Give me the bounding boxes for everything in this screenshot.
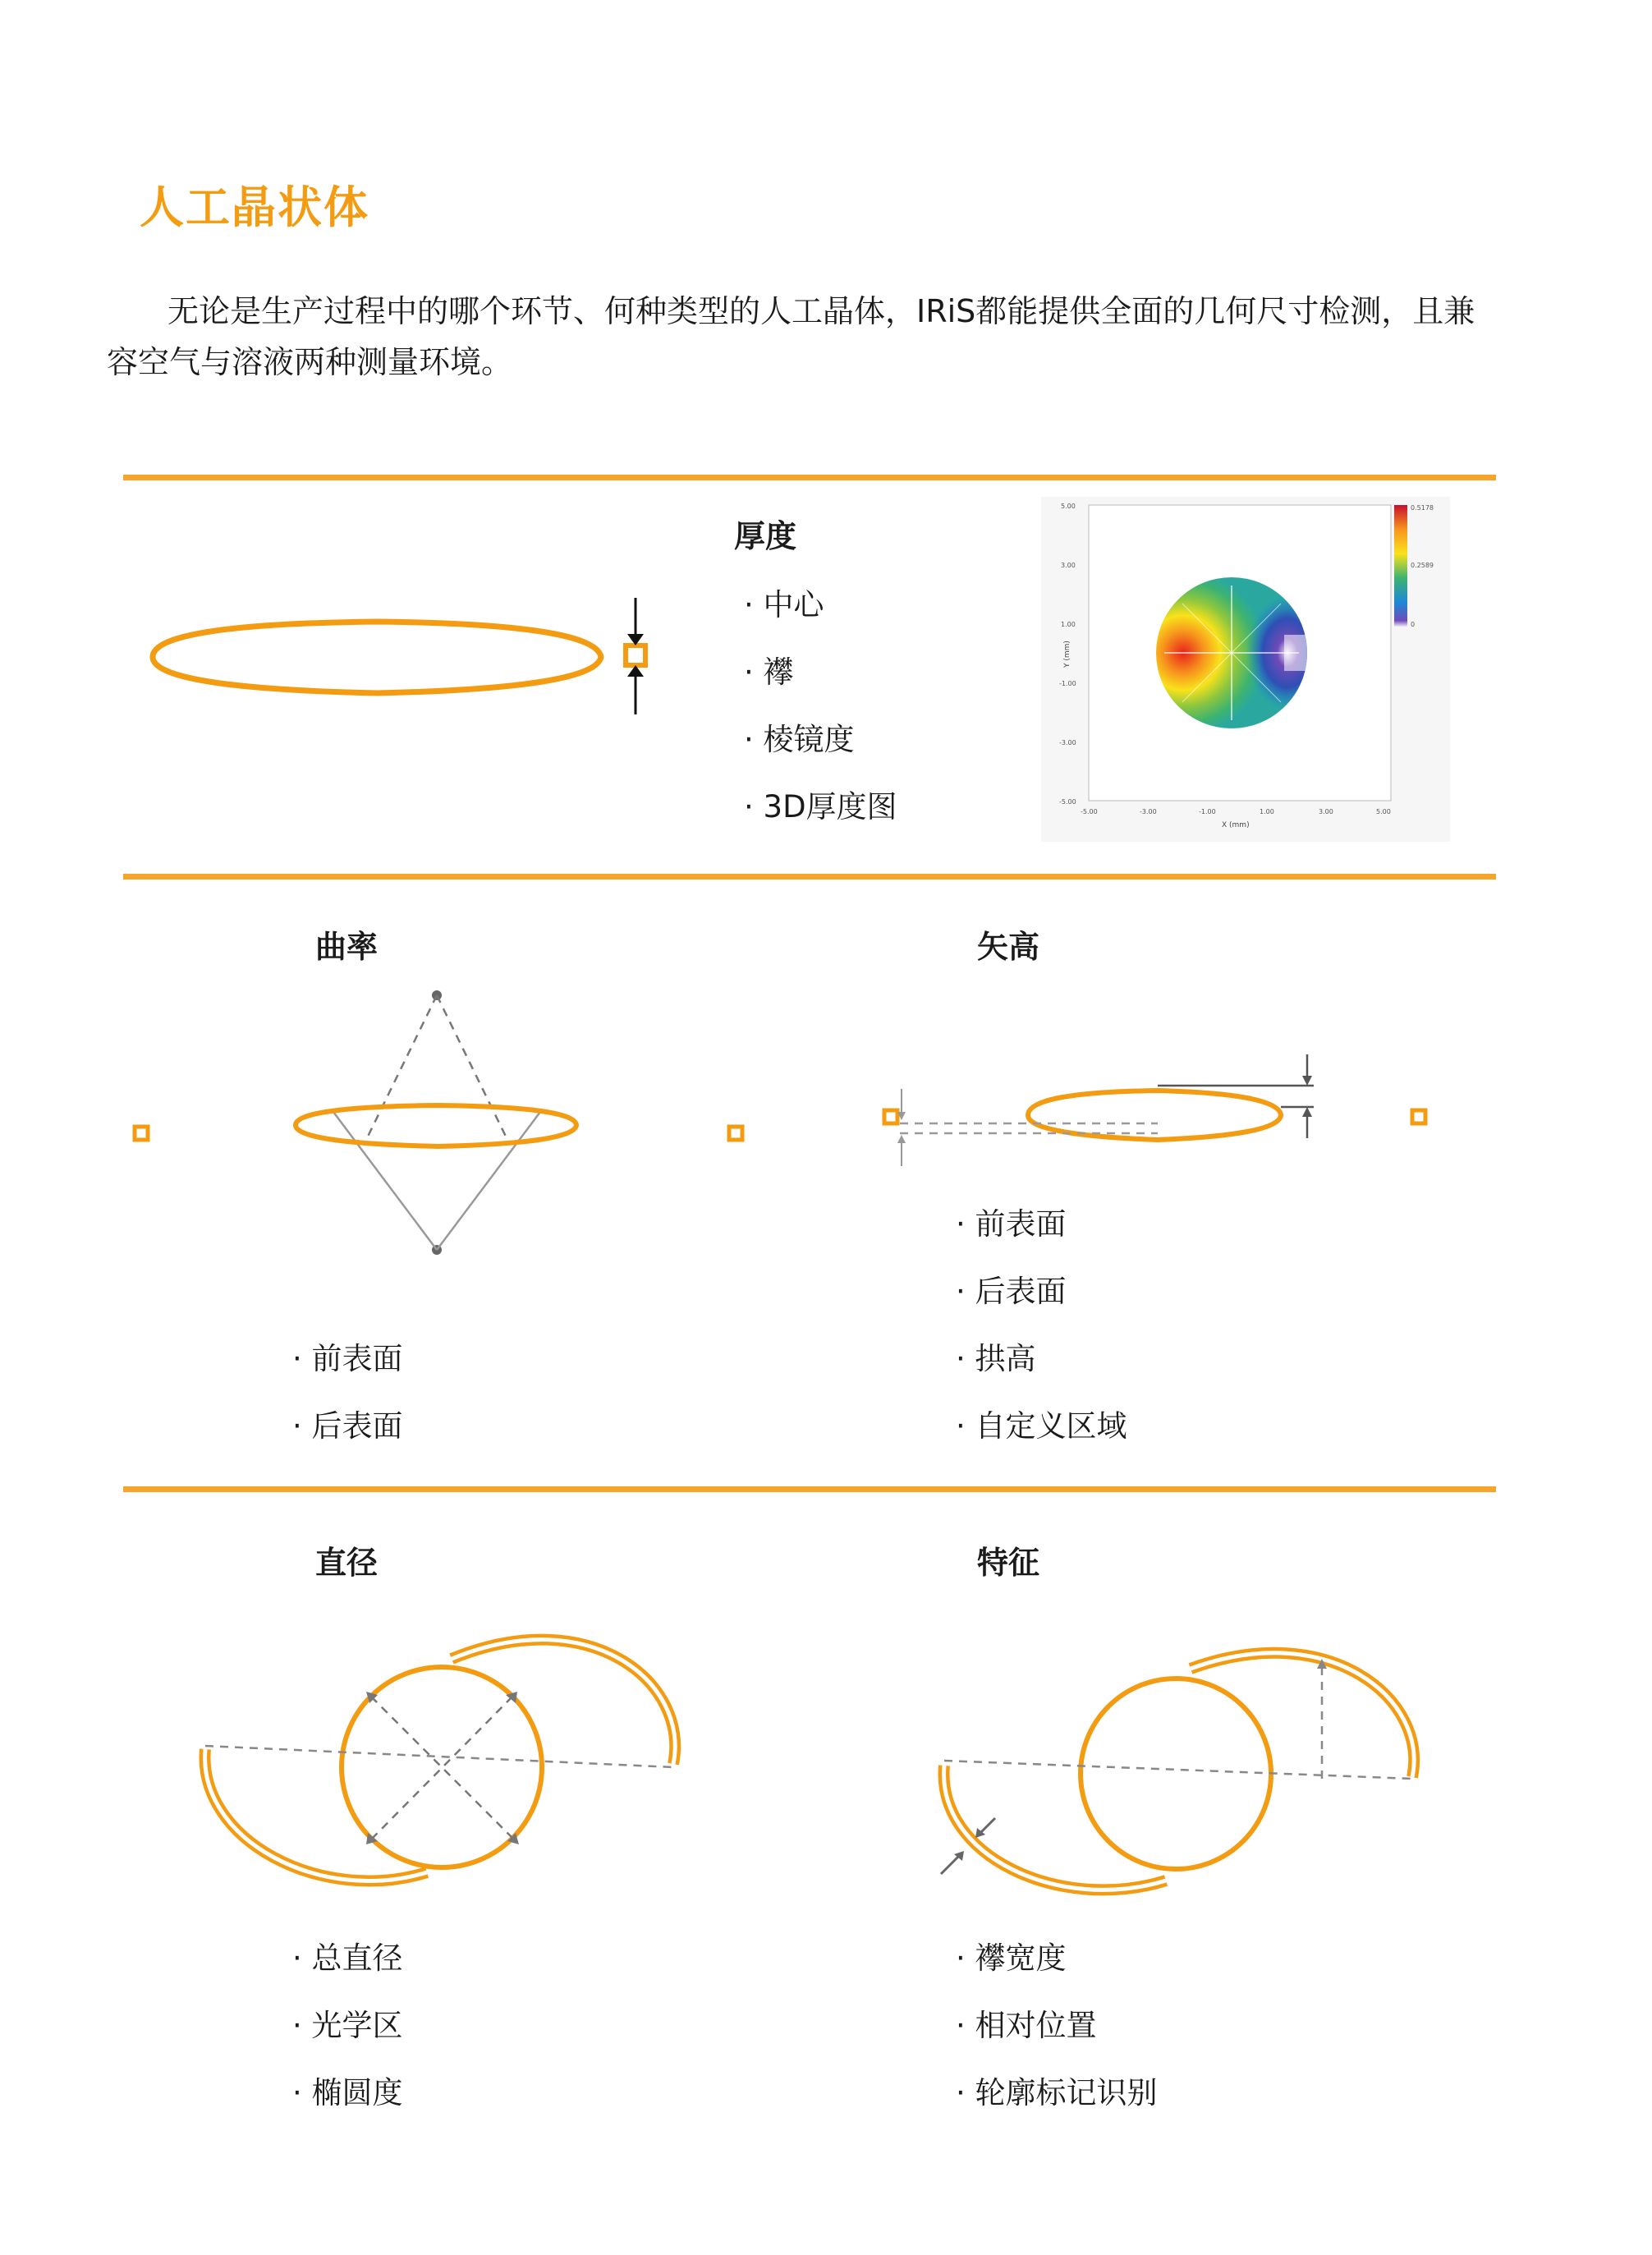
features-item-relative-position: · 相对位置 — [956, 2008, 1097, 2043]
curvature-item-back: · 后表面 — [292, 1408, 403, 1444]
diameter-item-optic-zone: · 光学区 — [292, 2008, 403, 2043]
diameter-item-total: · 总直径 — [292, 1940, 403, 1976]
page-title: 人工晶状体 — [140, 181, 369, 233]
curvature-diagram — [123, 969, 747, 1273]
heatmap-y-tick: -1.00 — [1059, 680, 1076, 687]
diameter-item-ovality: · 椭圆度 — [292, 2075, 403, 2110]
features-heading: 特征 — [977, 1545, 1040, 1581]
thickness-item-prism: · 棱镜度 — [744, 722, 855, 757]
heatmap-y-tick: 5.00 — [1061, 503, 1076, 510]
thickness-item-center: · 中心 — [744, 587, 824, 622]
thickness-item-haptic: · 襻 — [744, 654, 794, 690]
intro-paragraph: 无论是生产过程中的哪个环节、何种类型的人工晶体，IRiS都能提供全面的几何尺寸检测，且兼容空气与溶液两种测量环境。 — [107, 293, 1475, 380]
heatmap-y-tick: -3.00 — [1059, 739, 1076, 746]
sag-diagram — [870, 1043, 1445, 1191]
section-rule-bottom — [123, 1486, 1496, 1492]
sag-item-back: · 后表面 — [956, 1274, 1067, 1309]
sag-item-custom-zone: · 自定义区域 — [956, 1408, 1127, 1444]
curvature-item-front: · 前表面 — [292, 1341, 403, 1376]
heatmap-x-tick: -1.00 — [1199, 808, 1216, 815]
thickness-heatmap-figure — [1041, 497, 1450, 842]
heatmap-y-tick: -5.00 — [1059, 798, 1076, 806]
heatmap-colorbar-label-mid: 0.2589 — [1411, 562, 1434, 569]
features-item-mark-recognition: · 轮廓标记识别 — [956, 2075, 1158, 2110]
thickness-heading: 厚度 — [734, 518, 797, 554]
heatmap-x-tick: 5.00 — [1376, 808, 1391, 815]
heatmap-colorbar-label-max: 0.5178 — [1411, 504, 1434, 512]
features-diagram — [920, 1626, 1445, 1922]
section-rule-middle — [123, 874, 1496, 879]
heatmap-y-tick: 3.00 — [1061, 562, 1076, 569]
diameter-heading: 直径 — [315, 1545, 379, 1581]
sag-item-front: · 前表面 — [956, 1206, 1067, 1242]
curvature-heading: 曲率 — [315, 929, 379, 965]
heatmap-colorbar-label-min: 0 — [1411, 621, 1416, 628]
thickness-item-3d-map: · 3D厚度图 — [744, 789, 897, 824]
heatmap-x-tick: 3.00 — [1319, 808, 1333, 815]
intro-text — [107, 286, 1503, 388]
thickness-heatmap-svg — [1041, 497, 1450, 842]
sag-heading: 矢高 — [977, 929, 1040, 965]
heatmap-y-label: Y (mm) — [1063, 641, 1072, 668]
sag-item-vault: · 拱高 — [956, 1341, 1036, 1376]
section-rule-top — [123, 475, 1496, 480]
heatmap-x-tick: -3.00 — [1140, 808, 1157, 815]
diameter-diagram — [181, 1610, 706, 1922]
heatmap-y-tick: 1.00 — [1061, 621, 1076, 628]
heatmap-x-label: X (mm) — [1222, 821, 1250, 829]
heatmap-x-tick: 1.00 — [1260, 808, 1274, 815]
thickness-lens-diagram — [140, 591, 714, 723]
features-item-haptic-width: · 襻宽度 — [956, 1940, 1067, 1976]
heatmap-x-tick: -5.00 — [1081, 808, 1098, 815]
